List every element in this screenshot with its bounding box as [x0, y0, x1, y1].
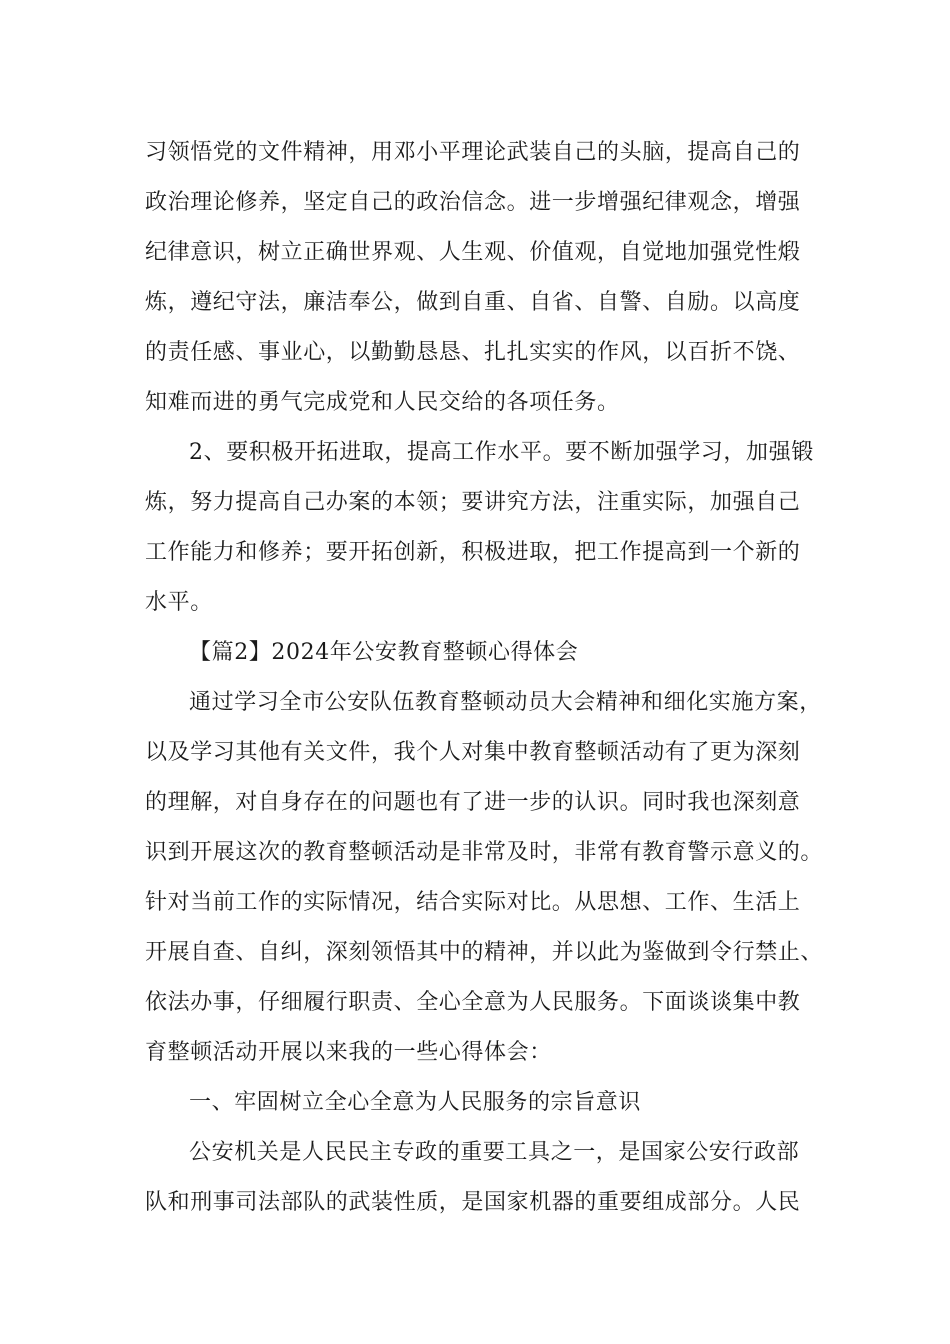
document-body: [145, 131, 825, 1231]
body-line: 纪律意识，树立正确世界观、人生观、价值观，自觉地加强党性煅: [145, 240, 801, 265]
body-line: 的理解，对自身存在的问题也有了进一步的认识。同时我也深刻意: [145, 790, 801, 815]
body-line: 水平。: [145, 590, 213, 615]
body-line: 育整顿活动开展以来我的一些心得体会：: [145, 1040, 552, 1065]
body-line: 依法办事，仔细履行职责、全心全意为人民服务。下面谈谈集中教: [145, 990, 801, 1015]
section-heading: 【篇2】2024年公安教育整顿心得体会: [189, 640, 579, 665]
body-line: 开展自查、自纠，深刻领悟其中的精神，并以此为鉴做到令行禁止、: [145, 940, 824, 965]
body-line: 知难而进的勇气完成党和人民交给的各项任务。: [145, 390, 620, 415]
body-line: 习领悟党的文件精神，用邓小平理论武装自己的头脑，提高自己的: [145, 140, 801, 165]
body-line: 针对当前工作的实际情况，结合实际对比。从思想、工作、生活上: [145, 890, 801, 915]
paragraph-start-line: 2、要积极开拓进取，提高工作水平。要不断加强学习，加强锻: [189, 440, 814, 465]
body-line: 的责任感、事业心，以勤勤恳恳、扎扎实实的作风，以百折不饶、: [145, 340, 801, 365]
paragraph-start-line: 公安机关是人民民主专政的重要工具之一，是国家公安行政部: [189, 1140, 800, 1165]
body-line: 炼，努力提高自己办案的本领；要讲究方法，注重实际，加强自己: [145, 490, 801, 515]
body-line: 政治理论修养，坚定自己的政治信念。进一步增强纪律观念，增强: [145, 190, 801, 215]
body-line: 识到开展这次的教育整顿活动是非常及时，非常有教育警示意义的。: [145, 840, 824, 865]
body-line: 工作能力和修养；要开拓创新，积极进取，把工作提高到一个新的: [145, 540, 801, 565]
body-line: 队和刑事司法部队的武装性质，是国家机器的重要组成部分。人民: [145, 1190, 801, 1215]
body-line: 炼，遵纪守法，廉洁奉公，做到自重、自省、自警、自励。以高度: [145, 290, 801, 315]
paragraph-start-line: 通过学习全市公安队伍教育整顿动员大会精神和细化实施方案，: [189, 690, 822, 715]
body-line: 以及学习其他有关文件，我个人对集中教育整顿活动有了更为深刻: [145, 740, 801, 765]
subsection-heading: 一、牢固树立全心全意为人民服务的宗旨意识: [189, 1090, 642, 1115]
